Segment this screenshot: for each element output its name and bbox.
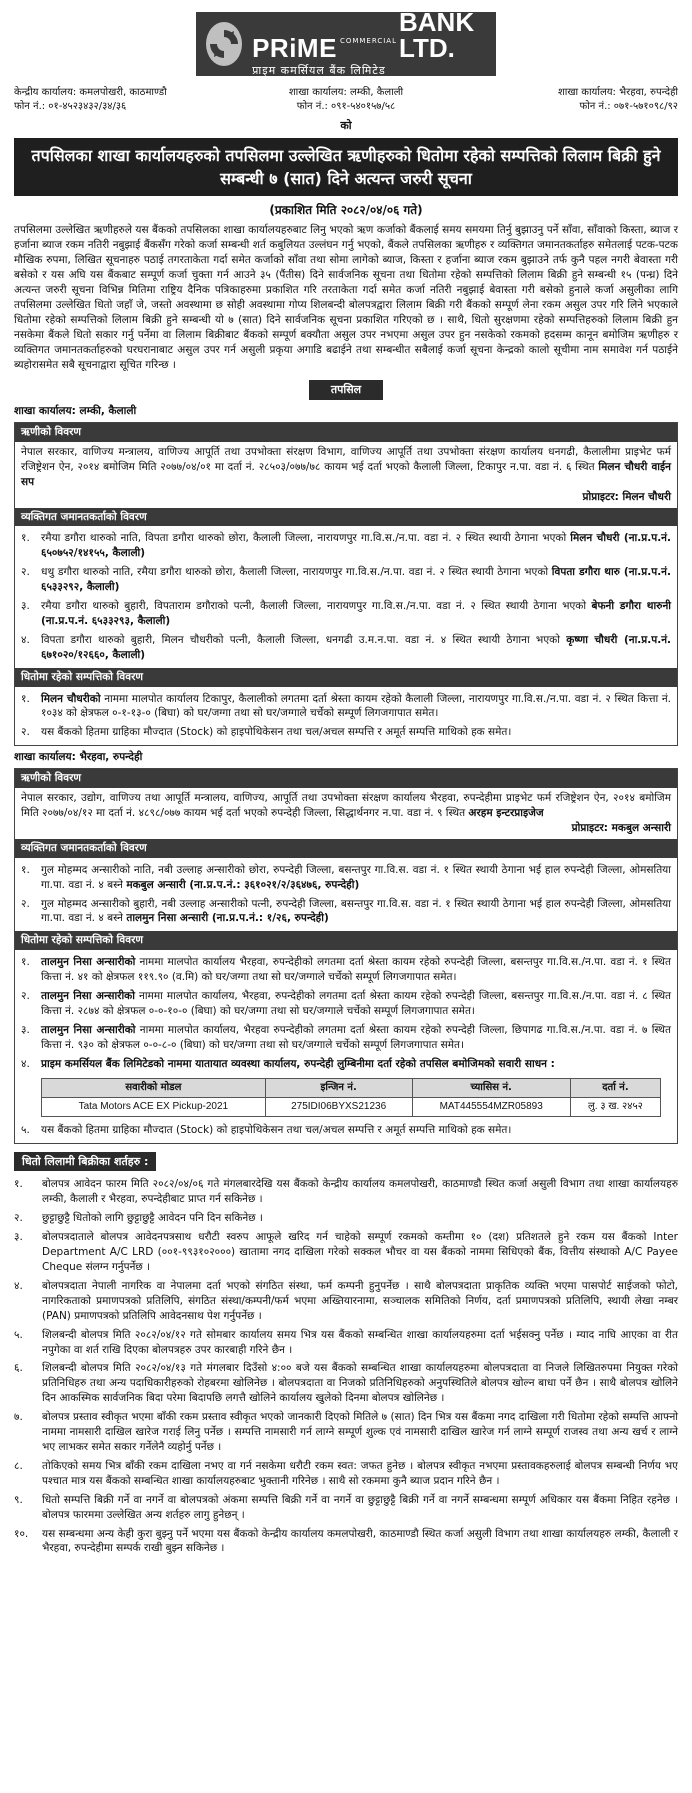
bank-emblem-icon — [206, 22, 242, 66]
item-number: ८. — [14, 1459, 23, 1472]
bank-commercial: COMMERCIAL — [339, 37, 397, 46]
cell-reg: लु. ३ ख. २४५२ — [570, 1097, 660, 1116]
list-item — [14, 1228, 678, 1277]
list-item — [14, 1491, 678, 1525]
list-item — [14, 1277, 678, 1326]
branch-2-box — [14, 768, 678, 1144]
owner-name: तालमुन निसा अन्सारीको — [41, 1023, 136, 1036]
guarantor-text: रमैया डगौरा थारुको बुहारी, विपताराम डगौराको पत्नी, कैलाली जिल्ला, नारायणपुर गा.वि.स./न.पा. वडा नं. २ स्थित स्थायी ठेगाना भएको — [41, 600, 587, 613]
office-central — [14, 86, 233, 114]
property-text: नाममा मालपोत कार्यालय, भैरहवा, रुपन्देहीको लगतमा दर्ता श्रेस्ता कायम रहेको रुपन्देही जिल्ला, बसन्तपुर गा.वि.स./न.पा. वडा नं. ८ स्थित कित्ता नं. २८७४ को क्षेत्रफल ०-०-१०-० (बिघा) को घर/जग्गा तथा सो घर/जग्गाले चर्चेको सम्पूर्ण लिगजगापात समेत। — [41, 990, 672, 1017]
list-item — [21, 723, 671, 742]
item-number: ४. — [21, 633, 30, 646]
item-number: २. — [21, 726, 30, 739]
published-date: (प्रकाशित मिति २०८२/०४/०६ गते) — [269, 203, 423, 218]
list-item — [14, 1457, 678, 1491]
bank-ltd: BANK LTD. — [399, 7, 475, 64]
guarantor-text: गुल मोहम्मद अन्सारीको बुहारी, नबी उल्लाह अन्सारीको पत्नी, रुपन्देही जिल्ला, बसन्तपुर गा.वि.स. वडा नं. १ स्थित स्थायी ठेगाना भई हाल रुपन्देही जिल्ला, ओमसतिया गा.पा. वडा नं. ४ बस्ने — [41, 897, 671, 925]
guarantor-name: बेफनी डगौरा थारुनी (ना.प्र.प.नं. ६५३३२९३, कैलाली) — [41, 600, 672, 627]
condition-text: यस सम्बन्धमा अन्य केही कुरा बुझ्नु पर्ने भएमा यस बैंकको केन्द्रीय कार्यालय कमलपोखरी, काठमाण्डौ स्थित कर्जा असुली विभाग तथा शाखा कार्यालयहरु लम्की, कैलाली र भैरहवा, रुपन्देहीमा सम्पर्क राखी बुझ्न सकिनेछ । — [42, 1527, 678, 1555]
list-item — [21, 631, 671, 665]
office-bhairahawa — [459, 86, 678, 114]
bank-logo — [196, 7, 496, 78]
property-list — [15, 687, 677, 746]
condition-text: धितो सम्पत्ति बिक्री गर्ने वा नगर्ने वा बोलपत्रको अंकमा सम्पत्ति बिक्री गर्ने वा नगर्ने वा छुट्टाछुट्टै बिक्री गर्ने वा नगर्ने सम्बन्धमा सम्पूर्ण अधिकार यस बैंकमा निहित रहनेछ । बोलपत्र फारममा उल्लेखित अन्य शर्तहरु लागु हुनेछन् । — [42, 1493, 678, 1521]
table-header-row — [42, 1078, 661, 1097]
cell-engine: 275IDI06BYXS21236 — [265, 1097, 412, 1116]
property-text: नाममा मालपोत कार्यालय, भैरहवा रुपन्देहीको लगतमा दर्ता श्रेस्ता कायम रहेको रुपन्देही जिल्ला, छिपागढ गा.वि.स./न.पा. वडा नं. ७ स्थित कित्ता नं. ९३० को क्षेत्रफल ०-०-८-० (बिघा) को घर/जग्गा तथा सो घर/जग्गाले चर्चेको सम्पूर्ण लिगजगापात समेत। — [41, 1023, 672, 1051]
intro-paragraph: तपसिलमा उल्लेखित ऋणीहरुले यस बैंकको तपसिलका शाखा कार्यालयहरुबाट लिनु भएको ऋण कर्जाको बैंकलाई समय समयमा तिर्नु बुझाउनु पर्ने साँवा, साँवाको किस्ता, ब्याज र हर्जाना ब्याज रकम नतिरी नबुझाई बैंकसँग गरेको कर्जा सम्बन्धी शर्त कबुलियत उल्लंघन गर्नु भएको, बैंकले तपसिलका ऋणीहरु र व्यक्तिगत जमानतकर्ताहरु समेतलाई पटक-पटक मौखिक रुपमा, लिखित सूचनाहरु पठाई तगरताकेता गर्दा समेत कर्जाको साँवा तथा सोमा लागेको ब्याज, किस्ता र हर्जाना ब्याज रकम बुझाउने तर्फ कुनै पहल नगरी बेवास्ता गरी बसेको र यस अघि यस बैंकबाट सम्पूर्ण कर्जा चुक्ता गर्न आउने ३५ (पैंतीस) दिने सार्वजनिक सूचना तथा धितोमा रहेको सम्पत्तिको लिलाम बिक्री हुने सम्बन्धी १५ (पन्ध्र) दिने अत्यन्त जरुरी सूचना विभिन्न मितिमा राष्ट्रिय दैनिक पत्रिकाहरुमा प्रकाशित गरि तरताकेता गर्दा समेत कर्जा नतिरी नबुझाई बेवास्ता गरी बसेको हुनाले कर्जा असुलीका लागि तपसिलमा उल्लेखित धितो जहाँ जे, जस्तो अवस्थामा छ सोही अवस्थामा गोप्य शिलबन्दी बोलपत्रद्वारा लिलाम बिक्री गरी बैंकको सम्पूर्ण लेना रकम असुल उपर गरि लिने भएकाले धितोमा रहेको सम्पत्तिको लिलाम बिक्री हुने सम्बन्धी यो ७ (सात) दिने सार्वजनिक सूचना प्रकाशित गरिएको छ । साथै, धितो सुरक्षणमा रहेको सम्पत्तिहरुको लिलाम बिक्री हुन नसकेमा बैंकले धितो सकार गर्नु पर्नेमा वा लिलाम बिक्रीबाट बैंकको सम्पूर्ण बक्यौता असुल उपर नभएमा असुल उपर हुन नसकेको रकमको हदसम्म कानून बमोजिम ऋणीहरु र व्यक्तिगत जमानतकर्ताहरुको घरघरानाबाट असुल उपर गर्न असुली प्रकृया अगाडि बढाईने तथा सम्बन्धीत सबैलाई कर्जा सूचना केन्द्रको कालो सूचीमा नाम समावेश गर्न पठाईने ब्यहोरासमेत सबै सूचनाद्वारा सूचित गरिन्छ । — [14, 224, 678, 371]
list-item — [21, 953, 671, 987]
branch-2-label: शाखा कार्यालय: भैरहवा, रुपन्देही — [14, 751, 143, 764]
list-item — [21, 690, 671, 724]
item-number: ३. — [21, 600, 30, 613]
condition-text: बोलपत्र आवेदन फारम मिति २०८२/०४/०६ गते मंगलबारदेखि यस बैंकको केन्द्रीय कार्यालय कमलपोखरी, काठमाण्डौ स्थित कर्जा असुली विभाग तथा शाखा कार्यालयहरु लम्की, कैलाली र भैरहवा, रुपन्देहीबाट प्राप्त गर्न सकिनेछ । — [42, 1178, 678, 1206]
condition-text: बोलपत्र प्रस्ताव स्वीकृत भएमा बाँकी रकम प्रस्ताव स्वीकृत भएको जानकारी दिएको मितिले ७ (सात) दिन भित्र यस बैंकमा नगद दाखिला गरी धितोमा रहेको सम्पत्ति आफ्नो नाममा नामसारी दाखिल खारेज गराई लिनु पर्नेछ । सम्पत्ति नामसारी गर्न लाग्ने सम्पूर्ण शुल्क एवं नामसारी दाखिल खारेज गर्न लाग्ने सम्पूर्ण राजस्व तथा अन्य खर्च र लाग्ने भए लाभकर समेत सकार गर्नेलेनै व्यहोर्नु पर्नेछ । — [42, 1411, 678, 1453]
borrower-heading: ऋणीको विवरण — [15, 769, 677, 788]
list-item — [14, 1359, 678, 1408]
borrower-proprietor: प्रोप्राइटर: मकबुल अन्सारी — [571, 821, 671, 834]
item-number: २. — [21, 990, 30, 1003]
list-item — [14, 1209, 678, 1228]
item-number: २. — [21, 897, 30, 910]
item-number: ६. — [14, 1362, 23, 1375]
condition-text: तोकिएको समय भित्र बाँकी रकम दाखिला नभए वा गर्न नसकेमा धरौटी रकम स्वत: जफत हुनेछ । बोलपत्र स्वीकृत नभएमा प्रस्तावकहरुलाई बोलपत्र सम्बन्धी निर्णय भए पश्चात मात्र यस बैंकको सम्बन्धित शाखा कार्यालयहरुबाट भुक्तानी गरिनेछ । साथै सो रकममा कुनै ब्याज प्रदान गरिने छैन । — [42, 1459, 678, 1487]
col-chassis: च्यासिस नं. — [412, 1078, 570, 1097]
bank-nepali-name: प्राइम कमर्सियल बैंक लिमिटेड — [252, 64, 386, 78]
property-heading: धितोमा रहेको सम्पत्तिको विवरण — [15, 931, 677, 950]
branch-1-box — [14, 422, 678, 746]
guarantor-name: तालमुन निसा अन्सारी (ना.प्र.प.नं.: १/२६, रुपन्देही) — [126, 912, 329, 925]
list-item — [14, 1326, 678, 1360]
condition-text: छुट्टाछुट्टै धितोको लागि छुट्टाछुट्टै आवेदन पनि दिन सकिनेछ । — [42, 1212, 263, 1225]
owner-name: मिलन चौधरीको — [41, 692, 101, 705]
condition-text: बोलपत्रदाता नेपाली नागरिक वा नेपालमा दर्ता भएको संगठित संस्था, फर्म कम्पनी हुनुपर्नेछ । साथै बोलपत्रदाता प्राकृतिक व्यक्ति भएमा पासपोर्ट साईजको फोटो, नागरिकताको प्रमाणपत्रको प्रतिलिपि, संगठित संस्था/कम्पनी/फर्म भएमा अख्तियारनामा, सञ्चालक समितिको निर्णय, दर्ता प्रमाणपत्रको प्रतिलिपि, स्थायी लेखा नम्बर (PAN) प्रमाणपत्रको प्रतिलिपि आवेदनसाथ पेश गर्नुपर्नेछ । — [42, 1279, 678, 1322]
office-addresses — [14, 86, 678, 114]
guarantor-text: धथु डगौरा थारुको नाति, रमैया डगौरा थारुको छोरा, कैलाली जिल्ला, नारायणपुर गा.वि.स./न.पा. वडा नं. २ स्थित स्थायी ठेगाना भएको — [41, 566, 549, 579]
guarantor-text: विपता डगौरा थारुको बुहारी, मिलन चौधरीको पत्नी, कैलाली जिल्ला, धनगढी उ.म.न.पा. वडा नं. ४ स्थित स्थायी ठेगाना भएको — [41, 633, 560, 646]
item-number: १. — [21, 532, 30, 545]
list-item — [21, 1121, 671, 1140]
list-item — [21, 1021, 671, 1055]
office-title: शाखा कार्यालय: भैरहवा, रुपन्देही — [557, 87, 678, 98]
borrower-firm: मिलन चौधरी वाईन सप — [21, 460, 671, 488]
item-number: ४. — [21, 1057, 30, 1070]
cell-chassis: MAT445554MZR05893 — [412, 1097, 570, 1116]
guarantor-heading: व्यक्तिगत जमानतकर्ताको विवरण — [15, 839, 677, 858]
borrower-text: नेपाल सरकार, उद्योग, वाणिज्य तथा आपूर्ति मन्त्रालय, वाणिज्य, आपूर्ति तथा उपभोक्ता संरक्षण कार्यालय भैरहवा, रुपन्देहीमा प्राइभेट फर्म रजिष्ट्रेशन ऐन, २०१४ बमोजिम मिति २०७७/०४/१२ मा दर्ता नं. ४८९८/०७७ कायम भई दर्ता भएको रुपन्देही जिल्ला, सिद्धार्थनगर न.पा. वडा नं. ९ स्थित — [21, 792, 671, 819]
col-model: सवारीको मोडल — [42, 1078, 266, 1097]
guarantor-list — [15, 526, 677, 667]
item-number: ३. — [14, 1231, 23, 1244]
item-number: ९. — [14, 1493, 23, 1506]
conditions-title: धितो लिलामी बिक्रीका शर्तहरु : — [14, 1152, 156, 1172]
bank-name: PRiME — [252, 33, 337, 64]
list-item — [21, 1055, 671, 1074]
list-item — [14, 1525, 678, 1559]
guarantor-text: गुल मोहम्मद अन्सारीको नाति, नबी उल्लाह अन्सारीको छोरा, रुपन्देही जिल्ला, बसन्तपुर गा.वि.स. वडा नं. १ स्थित स्थायी ठेगाना भई हाल रुपन्देही जिल्ला, ओमसतिया गा.पा. वडा नं. ४ बस्ने — [41, 863, 671, 891]
condition-text: शिलबन्दी बोलपत्र मिति २०८२/०४/१२ गते सोमबार कार्यालय समय भित्र यस बैंकको सम्बन्धित शाखा कार्यालयहरुमा दर्ता भईसक्नु पर्नेछ । म्याद नाघि आएका वा रीत नपुगेका वा शर्त राखि दिएका बोलपत्रहरु उपर कारबाही गरिने छैन । — [42, 1328, 678, 1356]
guarantor-list — [15, 858, 677, 932]
list-item — [21, 861, 671, 895]
borrower-details — [15, 442, 677, 508]
vehicle-table — [41, 1078, 661, 1117]
list-item — [21, 597, 671, 631]
vehicle-intro: प्राइम कमर्सियल बैंक लिमिटेडको नाममा यातायात व्यवस्था कार्यालय, रुपन्देही लुम्बिनीमा दर्ता रहेको तपसिल बमोजिमको सवारी साधन : — [41, 1057, 555, 1070]
item-number: ५. — [21, 1123, 30, 1136]
office-phone: फोन नं.: ०९१-५४०१५७/५८ — [296, 101, 396, 113]
guarantor-name: कृष्णा चौधरी (ना.प्र.प.नं. ६७१०२०/१२६६०, कैलाली) — [41, 633, 672, 661]
property-list — [15, 950, 677, 1143]
guarantor-name: विपता डगौरा थारु (ना.प्र.प.नं. ६५३३२९२, कैलाली) — [41, 566, 671, 594]
guarantor-text: रमैया डगौरा थारुको नाति, विपता डगौरा थारुको छोरा, कैलाली जिल्ला, नारायणपुर गा.वि.स./न.पा. वडा नं. २ स्थित स्थायी ठेगाना भएको — [41, 532, 567, 545]
item-number: ५. — [14, 1328, 23, 1341]
borrower-firm: अरहम इन्टरप्राइजेज — [468, 807, 544, 819]
guarantor-name: मकबुल अन्सारी (ना.प्र.प.नं.: ३६१०२१/२/३६४७६, रुपन्देही) — [126, 878, 360, 891]
item-number: १०. — [14, 1527, 29, 1540]
condition-text: बोलपत्रदाताले बोलपत्र आवेदनपत्रसाथ धरौटी स्वरुप आफूले खरिद गर्न चाहेको सम्पूर्ण रकमको कम्तीमा १० (दश) प्रतिशतले हुने रकम यस बैंकको Inter Department A/C LRD (००१-९९३१०२०००) खातामा नगद दाखिला गरेको सक्कल भौचर वा यस बैंकको नाममा सिधिएको बैंक, वित्तीय संस्थाको A/C Payee Cheque संलग्न गर्नुपर्नेछ । — [42, 1231, 678, 1274]
notice-headline: तपसिलका शाखा कार्यालयहरुको तपसिलमा उल्लेखित ऋणीहरुको धितोमा रहेको सम्पत्तिको लिलाम बिक्री हुने सम्बन्धी ७ (सात) दिने अत्यन्त जरुरी सूचना — [14, 138, 678, 196]
branch-1-label: शाखा कार्यालय: लम्की, कैलाली — [14, 405, 137, 418]
item-number: १. — [21, 956, 30, 969]
list-item — [14, 1408, 678, 1457]
item-number: १. — [21, 863, 30, 876]
list-item — [21, 563, 671, 597]
item-number: २. — [21, 566, 30, 579]
conditions-list — [14, 1175, 678, 1558]
to-line: को — [340, 119, 352, 133]
list-item — [14, 1175, 678, 1209]
col-engine: इन्जिन नं. — [265, 1078, 412, 1097]
property-text: नाममा मालपोत कार्यालय टिकापुर, कैलालीको लगतमा दर्ता श्रेस्ता कायम रहेको कैलाली जिल्ला, नारायणपुर गा.वि.स./न.पा. वडा नं. २ स्थित कित्ता नं. १०३४ को क्षेत्रफल ०-१-१३-० (बिघा) को घर/जग्गा तथा सो घर/जग्गाले चर्चेको सम्पूर्ण लिगजगापात समेत। — [41, 692, 671, 720]
office-title: शाखा कार्यालय: लम्की, कैलाली — [288, 87, 404, 98]
list-item — [21, 987, 671, 1021]
item-number: २. — [14, 1212, 23, 1225]
list-item — [21, 895, 671, 929]
property-heading: धितोमा रहेको सम्पत्तिको विवरण — [15, 668, 677, 687]
borrower-heading: ऋणीको विवरण — [15, 423, 677, 442]
item-number: १. — [21, 692, 30, 705]
borrower-text: नेपाल सरकार, वाणिज्य मन्त्रालय, वाणिज्य आपूर्ति तथा उपभोक्ता संरक्षण विभाग, वाणिज्य आपूर्ति तथा उपभोक्ता संरक्षण कार्यालय धनगढी, कैलालीमा प्राइभेट फर्म रजिष्ट्रेशन ऐन, २०१४ बमोजिम मिति २०७७/०४/०१ मा दर्ता नं. २८५०३/०७७/७८ कायम भई दर्ता भएको कैलाली जिल्ला, टिकापुर न.पा. वडा नं. ६ स्थित — [21, 445, 671, 473]
guarantor-heading: व्यक्तिगत जमानतकर्ताको विवरण — [15, 508, 677, 527]
office-phone: फोन नं.: ०७१-५७१०९८/९२ — [579, 101, 678, 113]
property-text: यस बैंकको हितमा ग्राहिका मौज्दात (Stock) को हाइपोथिकेसन तथा चल/अचल सम्पत्ति र अमूर्त सम्पत्ति माथिको हक समेत। — [41, 726, 512, 739]
property-text: यस बैंकको हितमा ग्राहिका मौज्दात (Stock) को हाइपोथिकेसन तथा चल/अचल सम्पत्ति र अमूर्त सम्पत्ति माथिको हक समेत। — [41, 1123, 512, 1136]
condition-text: शिलबन्दी बोलपत्र मिति २०८२/०४/१३ गते मंगलबार दिउँसो ४:०० बजे यस बैंकको सम्बन्धित शाखा कार्यालयहरुमा बोलपत्रदाता वा निजले लिखितरुपमा नियुक्त गरेको प्रतिनिधिहरु तथा अन्य पदाधिकारीहरुको रोहबरमा खोलिनेछ । बोलपत्रदाता वा निजको प्रतिनिधिहरुको अनुपस्थितिले बोलपत्र खोल्न बाधा पर्ने छैन । साथै बोलपत्र खोलिने दिन आकस्मिक सार्वजनिक बिदा परेमा बिदापछि लगत्तै खोलिने कार्यालय खुलेको दिनमा बोलपत्र खोलिनेछ । — [42, 1362, 678, 1405]
guarantor-name: मिलन चौधरी (ना.प्र.प.नं. ६५०७५२/१४१५५, कैलाली) — [41, 532, 671, 560]
tapsil-label: तपसिल — [309, 380, 383, 400]
office-title: केन्द्रीय कार्यालय: कमलपोखरी, काठमाण्डौ — [14, 87, 167, 98]
item-number: १. — [14, 1178, 23, 1191]
item-number: ४. — [14, 1279, 23, 1292]
owner-name: तालमुन निसा अन्सारीको — [41, 956, 136, 969]
property-text: नाममा मालपोत कार्यालय भैरहवा, रुपन्देहीको लगतमा दर्ता श्रेस्ता कायम रहेको रुपन्देही जिल्ला, बसन्तपुर गा.वि.स./न.पा. वडा नं. १ स्थित कित्ता नं. ४१ को क्षेत्रफल ११९.९० (व.मि) को घर/जग्गा तथा सो घर/जग्गाले चर्चेको सम्पूर्ण लिगजगापात समेत। — [41, 956, 672, 984]
owner-name: तालमुन निसा अन्सारीको — [41, 990, 135, 1003]
table-row — [42, 1097, 661, 1116]
logo-wrap — [14, 7, 678, 78]
item-number: ७. — [14, 1411, 23, 1424]
office-lamki — [236, 86, 455, 114]
col-reg: दर्ता नं. — [570, 1078, 660, 1097]
office-phone: फोन नं.: ०१-४५२३४३२/३४/३६ — [14, 101, 127, 113]
list-item — [21, 529, 671, 563]
borrower-details — [15, 788, 677, 839]
cell-model: Tata Motors ACE EX Pickup-2021 — [42, 1097, 266, 1116]
item-number: ३. — [21, 1023, 30, 1036]
borrower-proprietor: प्रोप्राइटर: मिलन चौधरी — [582, 490, 671, 503]
